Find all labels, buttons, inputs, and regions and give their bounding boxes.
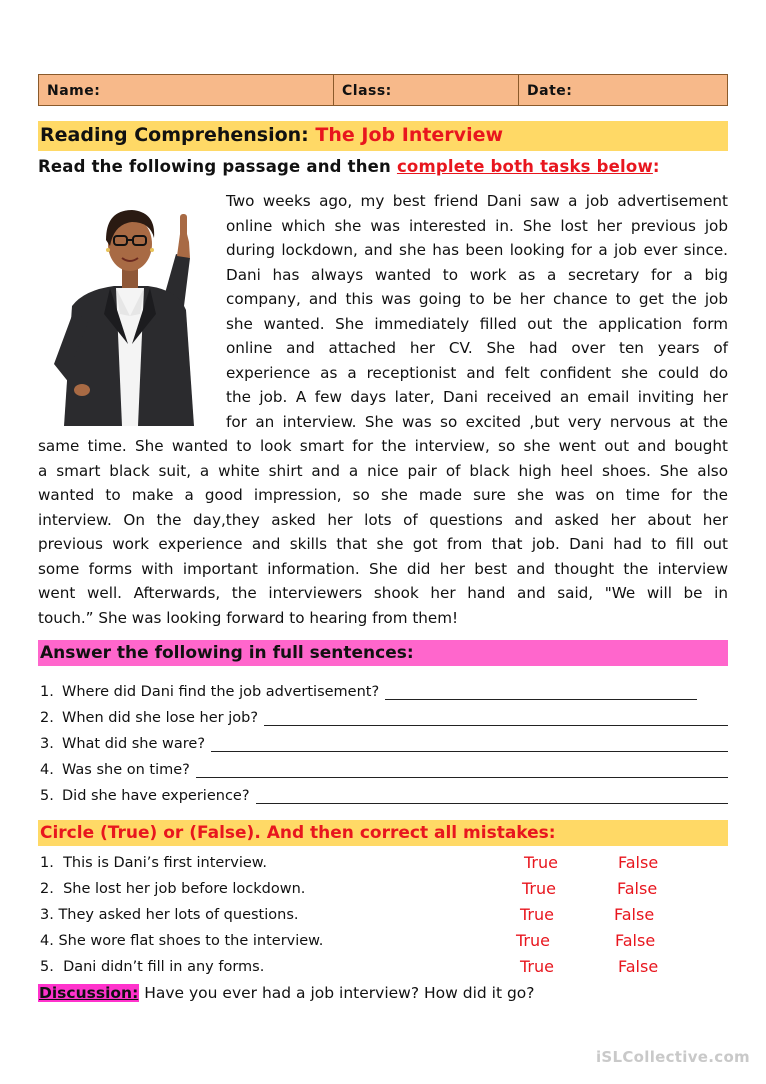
- instruction-prefix: Read the following passage and then: [38, 157, 391, 176]
- statement-body: She lost her job before lockdown.: [63, 881, 306, 897]
- passage-line: company, and this was going to be her chance to get the job: [226, 290, 728, 308]
- question-number: 1.: [40, 684, 54, 700]
- question-row: [40, 726, 728, 752]
- false-option[interactable]: False: [618, 853, 659, 872]
- true-option[interactable]: True: [516, 931, 550, 950]
- statement-body: Dani didn’t fill in any forms.: [63, 959, 265, 975]
- question-row: [40, 752, 728, 778]
- true-false-row: [40, 930, 728, 956]
- true-false-row: [40, 878, 728, 904]
- passage-line: went well. Afterwards, the interviewers shook her hand and said, "We will be in: [38, 584, 728, 602]
- statement-text: [40, 881, 305, 897]
- question-list: [40, 674, 728, 804]
- title-prefix: Reading Comprehension:: [40, 124, 309, 146]
- statement-text: [40, 855, 267, 871]
- question-text: Did she have experience?: [62, 788, 250, 804]
- passage-line: Two weeks ago, my best friend Dani saw a job advertisement: [226, 192, 728, 210]
- passage-line: for an interview. She was so excited ,but very nervous at the: [226, 412, 728, 431]
- date-field[interactable]: Date:: [527, 83, 573, 99]
- true-false-row: [40, 904, 728, 930]
- answer-line[interactable]: [196, 762, 728, 778]
- businesswoman-icon: [44, 194, 216, 426]
- passage-line: a smart black suit, a white shirt and a nice pair of black high heel shoes. She also: [38, 461, 728, 480]
- false-option[interactable]: False: [615, 931, 656, 950]
- true-option[interactable]: True: [520, 905, 554, 924]
- false-option[interactable]: False: [618, 957, 659, 976]
- false-option[interactable]: False: [614, 905, 655, 924]
- discussion-label: Discussion:: [39, 984, 139, 1002]
- task1-heading: Answer the following in full sentences:: [38, 640, 728, 666]
- passage-line: online which she was interested in. She lost her previous job: [226, 216, 728, 235]
- statement-number: 1.: [40, 855, 54, 871]
- question-number: 2.: [40, 710, 54, 726]
- answer-line[interactable]: [256, 788, 728, 804]
- statement-number: 3.: [40, 907, 54, 923]
- passage-top: [226, 189, 728, 434]
- instruction-line: [38, 157, 660, 176]
- title-highlight: The Job Interview: [315, 124, 504, 146]
- class-field[interactable]: Class:: [334, 75, 519, 105]
- instruction-suffix: :: [652, 157, 660, 176]
- task2-heading: Circle (True) or (False). And then correct all mistakes:: [38, 820, 728, 846]
- question-number: 3.: [40, 736, 54, 752]
- discussion-line: [38, 984, 535, 1002]
- passage-line: experience as a receptionist and felt confident she could do: [226, 363, 728, 382]
- passage-line: interview. On the day,they asked her lots of questions and asked her about her: [38, 510, 728, 529]
- false-option[interactable]: False: [617, 879, 658, 898]
- question-row: [40, 674, 728, 700]
- passage-line: touch.” She was looking forward to hearing from them!: [38, 608, 459, 627]
- question-text: What did she ware?: [62, 736, 206, 752]
- statement-text: [40, 959, 264, 975]
- passage-line: Dani has always wanted to work as a secretary for a big: [226, 265, 728, 284]
- true-option[interactable]: True: [524, 853, 558, 872]
- passage-line: same time. She wanted to look smart for the interview, so she went out and bought: [38, 437, 728, 455]
- statement-number: 2.: [40, 881, 54, 897]
- passage-line: previous work experience and skills that she got from that job. Dani had to fill out: [38, 535, 728, 553]
- businesswoman-illustration: [44, 194, 216, 426]
- watermark: iSLCollective.com: [595, 1048, 750, 1066]
- statement-number: 4.: [40, 933, 54, 949]
- worksheet-title: [38, 121, 728, 151]
- true-false-row: [40, 852, 728, 878]
- statement-body: This is Dani’s first interview.: [63, 855, 267, 871]
- passage-line: she wanted. She immediately filled out the application form: [226, 314, 728, 333]
- passage-line: online and attached her CV. She had over ten years of: [226, 339, 728, 357]
- question-number: 5.: [40, 788, 54, 804]
- question-text: When did she lose her job?: [62, 710, 259, 726]
- true-false-row: [40, 956, 728, 982]
- answer-line[interactable]: [385, 684, 697, 700]
- passage-line: the job. A few days later, Dani received an email inviting her: [226, 388, 728, 406]
- statement-body: She wore flat shoes to the interview.: [58, 933, 324, 949]
- true-option[interactable]: True: [522, 879, 556, 898]
- question-row: [40, 700, 728, 726]
- discussion-question: Have you ever had a job interview? How did it go?: [144, 984, 535, 1002]
- true-false-list: [40, 852, 728, 982]
- answer-line[interactable]: [211, 736, 728, 752]
- passage-line: during lockdown, and she has been looking for a job ever since.: [226, 241, 728, 259]
- passage-line: wanted to make a good impression, so she made sure she was on time for the: [38, 486, 728, 504]
- instruction-link: complete both tasks below: [396, 157, 653, 176]
- passage-line: some forms with important information. She did her best and thought the interview: [38, 559, 728, 578]
- statement-number: 5.: [40, 959, 54, 975]
- statement-body: They asked her lots of questions.: [58, 907, 299, 923]
- question-text: Where did Dani find the job advertisement?: [62, 684, 380, 700]
- question-number: 4.: [40, 762, 54, 778]
- statement-text: [40, 933, 323, 949]
- answer-line[interactable]: [264, 710, 728, 726]
- question-text: Was she on time?: [62, 762, 190, 778]
- passage-bottom: [38, 434, 728, 630]
- student-info-header: [38, 74, 728, 106]
- question-row: [40, 778, 728, 804]
- true-option[interactable]: True: [520, 957, 554, 976]
- name-field[interactable]: Name:: [39, 75, 334, 105]
- statement-text: [40, 907, 299, 923]
